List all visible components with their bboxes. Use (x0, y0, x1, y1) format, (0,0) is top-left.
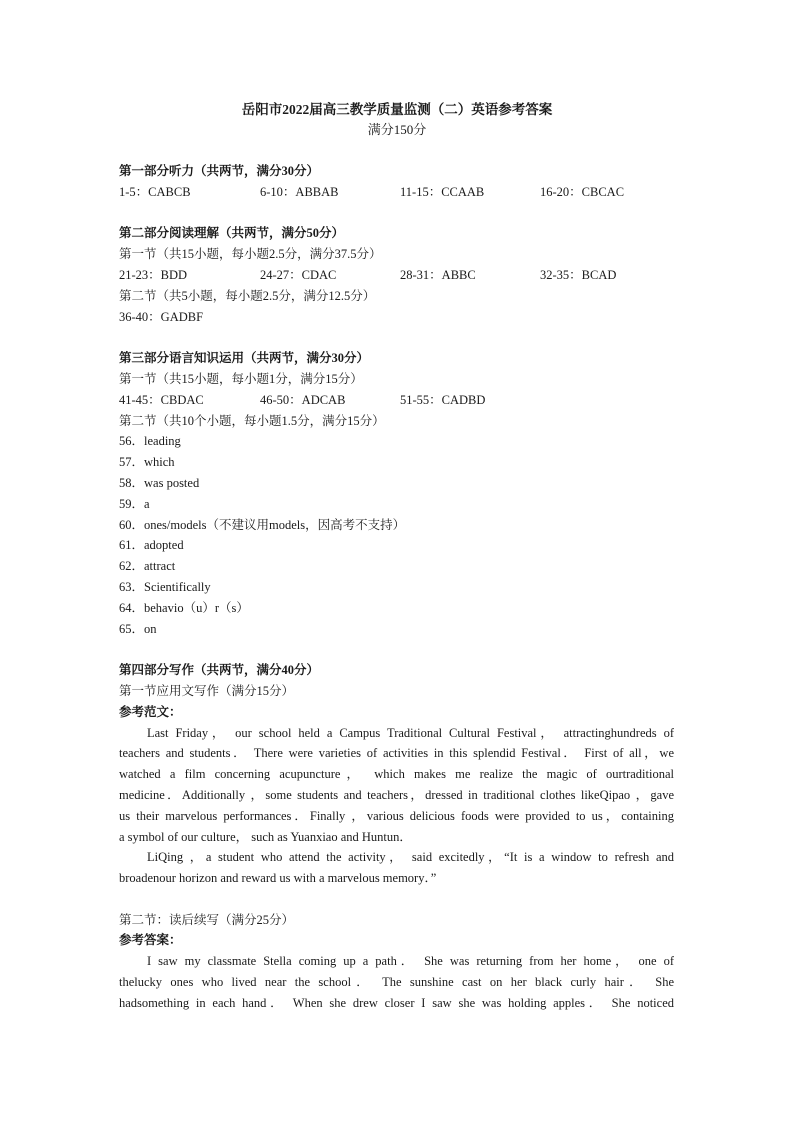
sample-essay-paragraph (119, 723, 674, 848)
list-item: 62．attract (119, 559, 176, 574)
part2-heading: 第二部分阅读理解（共两节，满分50分） (119, 226, 345, 241)
essay-line: teachers and students． There were varieties of activities in this splendid Festival． First of all，we (119, 746, 674, 761)
sample-essay-paragraph (119, 847, 674, 889)
essay-line: thelucky ones who lived near the school． The sunshine cast on her black curly hair． She (119, 975, 674, 990)
continuation-essay-paragraph (119, 951, 674, 1013)
essay-line: Last Friday， our school held a Campus Traditional Cultural Festival， attractinghundreds of (147, 725, 674, 740)
answer-group: 24-27：CDAC (260, 267, 337, 282)
list-item: 60．ones/models（不建议用models，因高考不支持） (119, 517, 406, 532)
part3-heading: 第三部分语言知识运用（共两节，满分30分） (119, 351, 370, 366)
part3-answer-row (119, 390, 674, 411)
part4-section1-heading: 第一节应用文写作（满分15分） (119, 683, 295, 698)
answer-group: 51-55：CADBD (400, 392, 486, 407)
answer-group: 32-35：BCAD (540, 267, 617, 282)
essay-line: us their marvelous performances．Finally ，various delicious foods were provided to us，containing (119, 808, 674, 823)
essay-line: I saw my classmate Stella coming up a path． She was returning from her home， one of (147, 954, 674, 969)
essay-line: a symbol of our culture， such as Yuanxiao and Huntun． (119, 829, 412, 844)
list-item: 57．which (119, 455, 175, 470)
answer-group: 16-20：CBCAC (540, 184, 625, 199)
part2-section2-heading: 第二节（共5小题，每小题2.5分，满分12.5分） (119, 288, 376, 303)
answer-group: 6-10：ABBAB (260, 184, 339, 199)
answer-group: 28-31：ABBC (400, 267, 476, 282)
reference-answer-label: 参考答案： (119, 933, 182, 948)
essay-line: medicine．Additionally ，some students and teachers，dressed in traditional clothes likeQipao ，gave (119, 787, 674, 802)
answer-group: 21-23：BDD (119, 267, 188, 282)
list-item: 61．adopted (119, 538, 184, 553)
answer-group: 11-15：CCAAB (400, 184, 485, 199)
list-item: 56．leading (119, 434, 181, 449)
essay-line: hadsomething in each hand． When she drew closer I saw she was holding apples． She noticed (119, 995, 674, 1010)
list-item: 58．was posted (119, 475, 200, 490)
part4-section2-heading: 第二节：读后续写（满分25分） (119, 912, 295, 927)
part2-answer-row (119, 265, 674, 286)
part3-section2-heading: 第二节（共10个小题，每小题1.5分，满分15分） (119, 413, 385, 428)
essay-line: broadenour horizon and reward us with a marvelous memory．” (119, 871, 437, 886)
answer-group: 1-5：CABCB (119, 184, 191, 199)
part4-heading: 第四部分写作（共两节，满分40分） (119, 663, 320, 678)
sample-essay-label: 参考范文： (119, 704, 182, 719)
answer-group: 46-50：ADCAB (260, 392, 346, 407)
list-item: 64．behavio（u）r（s） (119, 600, 249, 615)
document-body (119, 161, 674, 1014)
part3-section1-heading: 第一节（共15小题，每小题1分，满分15分） (119, 371, 363, 386)
list-item: 59．a (119, 496, 150, 511)
answer-group: 41-45：CBDAC (119, 392, 204, 407)
part1-heading: 第一部分听力（共两节，满分30分） (119, 164, 320, 178)
answer-group: 36-40：GADBF (119, 309, 204, 324)
essay-line: LiQing ，a student who attend the activity， said excitedly，“It is a window to refresh and (147, 850, 674, 865)
page-title: 岳阳市2022届高三教学质量监测（二）英语参考答案 (241, 102, 553, 117)
list-item: 63．Scientifically (119, 579, 211, 594)
list-item: 65．on (119, 621, 157, 636)
part2-section1-heading: 第一节（共15小题，每小题2.5分，满分37.5分） (119, 247, 382, 262)
part1-answer-row (119, 182, 674, 203)
essay-line: watched a film concerning acupuncture， which makes me realize the magic of ourtraditional (119, 767, 674, 782)
page-subtitle: 满分150分 (367, 122, 427, 137)
